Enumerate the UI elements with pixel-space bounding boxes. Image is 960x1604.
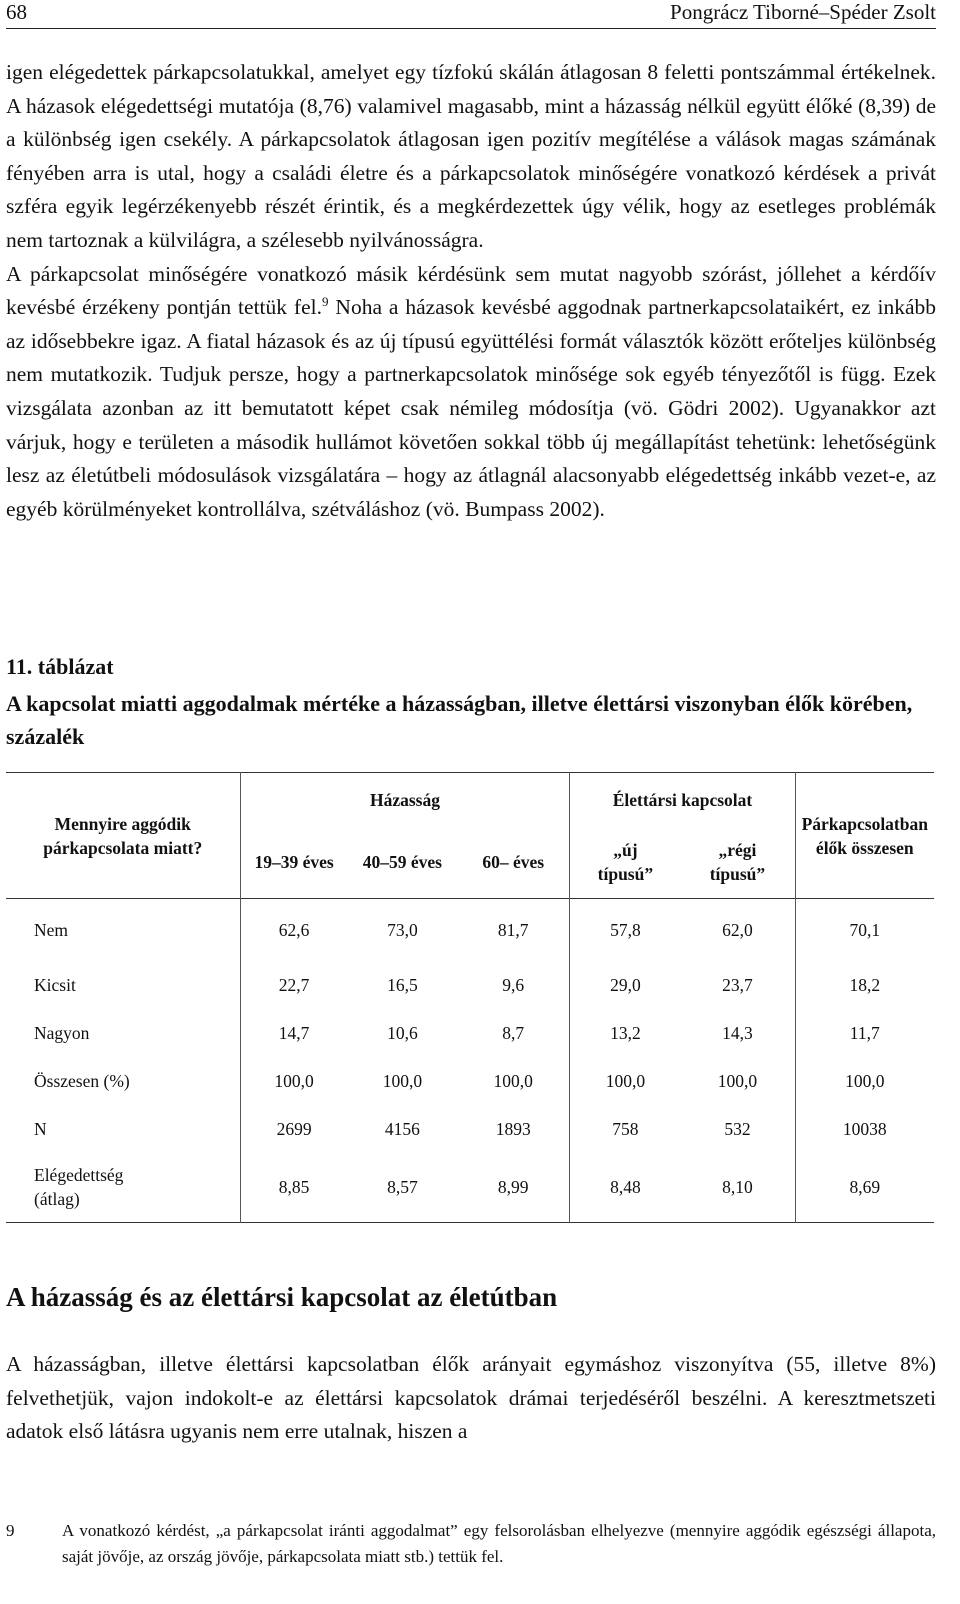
table-cell: 13,2	[610, 1022, 641, 1043]
table-cell: 10,6	[387, 1022, 418, 1043]
row-label: Összesen (%)	[6, 1057, 240, 1105]
table-row	[6, 899, 934, 961]
subcolumn-header: „új típusú”	[597, 840, 654, 885]
data-table	[6, 772, 934, 1223]
table-cell: 9,6	[457, 961, 570, 1009]
row-label: Elégedettség (átlag)	[6, 1153, 240, 1223]
subcolumn-header: 40–59 éves	[362, 852, 442, 873]
table-row	[6, 1153, 934, 1223]
row-label: Nagyon	[6, 1009, 240, 1057]
running-head	[6, 0, 936, 29]
table-cell: 10038	[842, 1118, 887, 1139]
body-text-bottom	[6, 1348, 936, 1449]
row-header-label: Mennyire aggódik párkapcsolata miatt?	[43, 813, 203, 858]
table-row	[6, 961, 934, 1009]
total-header-cell	[795, 773, 934, 899]
table-cell: 8,99	[457, 1153, 570, 1223]
table-row	[6, 1105, 934, 1153]
paragraph-2-part-b: Noha a házasok kevésbé aggodnak partnerkapcsolataikért, ez inkább az idősebbekre igaz. A fiatal házasok és az új típusú együttélési formát választók között erőteljes különbség nem mutatkozik. Tudjuk persze, hogy a partnerkapcsolatok minősége sok egyéb tényezőtől is függ. Ezek vizsgálata azonban az itt bemutatott képet csak némileg módosítja (vö. Gödri 2002). Ugyanakkor azt várjuk, hogy e területen a második hullámot követően sokkal több új megállapítást tehetünk: lehetőségünk lesz az életútbeli módosulások vizsgálatára – hogy az átlagnál alacsonyabb elégedettség inkább vezet-e, az egyéb körülményeket kontrollálva, szétváláshoz (vö. Bumpass 2002).	[6, 295, 936, 521]
total-header-label: Párkapcsolatban élők összesen	[801, 813, 928, 858]
row-header-cell	[6, 773, 240, 899]
table-cell: 4156	[384, 1118, 420, 1139]
table-cell: 70,1	[849, 919, 881, 940]
table-cell: 23,7	[680, 961, 795, 1009]
subcolumn-header: „régi típusú”	[680, 827, 795, 899]
row-label: Nem	[6, 899, 240, 961]
table-cell: 11,7	[849, 1022, 880, 1043]
section-title: A házasság és az élettársi kapcsolat az életútban	[6, 1282, 558, 1312]
table-cell: 100,0	[845, 1070, 885, 1091]
table-cell: 29,0	[610, 974, 641, 995]
subcolumn-header: 60– éves	[457, 827, 570, 899]
page-number: 68	[6, 0, 27, 24]
group-header-cohabitation	[570, 773, 795, 827]
paragraph-2	[6, 258, 936, 527]
footnote	[6, 1518, 936, 1570]
table-cell: 532	[680, 1105, 795, 1153]
table-cell: 62,6	[278, 919, 310, 940]
table-cell: 1893	[457, 1105, 570, 1153]
table-cell: 57,8	[610, 919, 641, 940]
table-cell: 14,3	[680, 1009, 795, 1057]
table-body	[6, 899, 934, 1223]
running-head-authors: Pongrácz Tiborné–Spéder Zsolt	[670, 0, 936, 24]
table-cell: 8,69	[849, 1177, 881, 1198]
table-cell: 2699	[276, 1118, 312, 1139]
table-cell: 73,0	[387, 919, 418, 940]
row-label: N	[6, 1105, 240, 1153]
table-cell: 100,0	[457, 1057, 570, 1105]
table-cell: 14,7	[278, 1022, 310, 1043]
table-row	[6, 1057, 934, 1105]
footnote-number: 9	[6, 1521, 15, 1540]
table-number: 11. táblázat	[6, 654, 114, 679]
table-cell: 100,0	[382, 1070, 423, 1091]
table-title: A kapcsolat miatti aggodalmak mértéke a házasságban, illetve élettársi viszonyban élők körében, százalék	[6, 691, 913, 749]
table-cell: 22,7	[278, 974, 310, 995]
group-header-marriage	[240, 773, 570, 827]
table-cell: 81,7	[457, 899, 570, 961]
footnote-reference[interactable]: 9	[322, 294, 329, 309]
table-cell: 8,85	[278, 1177, 310, 1198]
table-cell: 8,7	[457, 1009, 570, 1057]
table-cell: 100,0	[605, 1070, 646, 1091]
table-cell: 8,57	[387, 1177, 418, 1198]
table-cell: 758	[612, 1118, 639, 1139]
body-text-top	[6, 56, 936, 526]
table-row	[6, 1009, 934, 1057]
table-cell: 8,10	[680, 1153, 795, 1223]
footnote-text: A vonatkozó kérdést, „a párkapcsolat iránti aggodalmat” egy felsorolásban elhelyezve (mennyire aggódik egészségi állapota, saját jövője, az ország jövője, párkapcsolata miatt stb.) tettük fel.	[62, 1521, 936, 1566]
subcolumn-header: 19–39 éves	[254, 852, 334, 873]
table-cell: 62,0	[680, 899, 795, 961]
group-header-cohabitation-label: Élettársi kapcsolat	[612, 789, 753, 810]
paragraph-3: A házasságban, illetve élettársi kapcsolatban élők arányait egymáshoz viszonyítva (55, illetve 8%) felvethetjük, vajon indokolt-e az élettársi kapcsolatok drámai terjedéséről beszélni. A keresztmetszeti adatok első látásra ugyanis nem erre utalnak, hiszen a	[6, 1352, 936, 1444]
group-header-marriage-label: Házasság	[369, 789, 440, 810]
table-cell: 18,2	[849, 974, 881, 995]
table-cell: 8,48	[610, 1177, 641, 1198]
table-cell: 100,0	[274, 1070, 314, 1091]
table-cell: 100,0	[680, 1057, 795, 1105]
paragraph-1: igen elégedettek párkapcsolatukkal, amelyet egy tízfokú skálán átlagosan 8 feletti pontszámmal értékelnek. A házasok elégedettségi mutatója (8,76) valamivel magasabb, mint a házasság nélkül együtt élőké (8,39) de a különbség igen csekély. A párkapcsolatok átlagosan igen pozitív megítélése a válások magas számának fényében arra is utal, hogy a családi életre és a párkapcsolatok minőségére vonatkozó kérdések a privát szféra egyik legérzékenyebb részét érintik, és a megkérdezettek úgy vélik, hogy az esetleges problémák nem tartoznak a külvilágra, a szélesebb nyilvánosságra.	[6, 60, 936, 252]
table-caption	[6, 650, 936, 753]
row-label: Kicsit	[6, 961, 240, 1009]
table-cell: 16,5	[387, 974, 418, 995]
paragraph-2-part-a: A párkapcsolat minőségére vonatkozó másik kérdésünk sem mutat nagyobb szórást, jóllehet a kérdőív kevésbé érzékeny pontján tettük fel.	[6, 261, 936, 320]
